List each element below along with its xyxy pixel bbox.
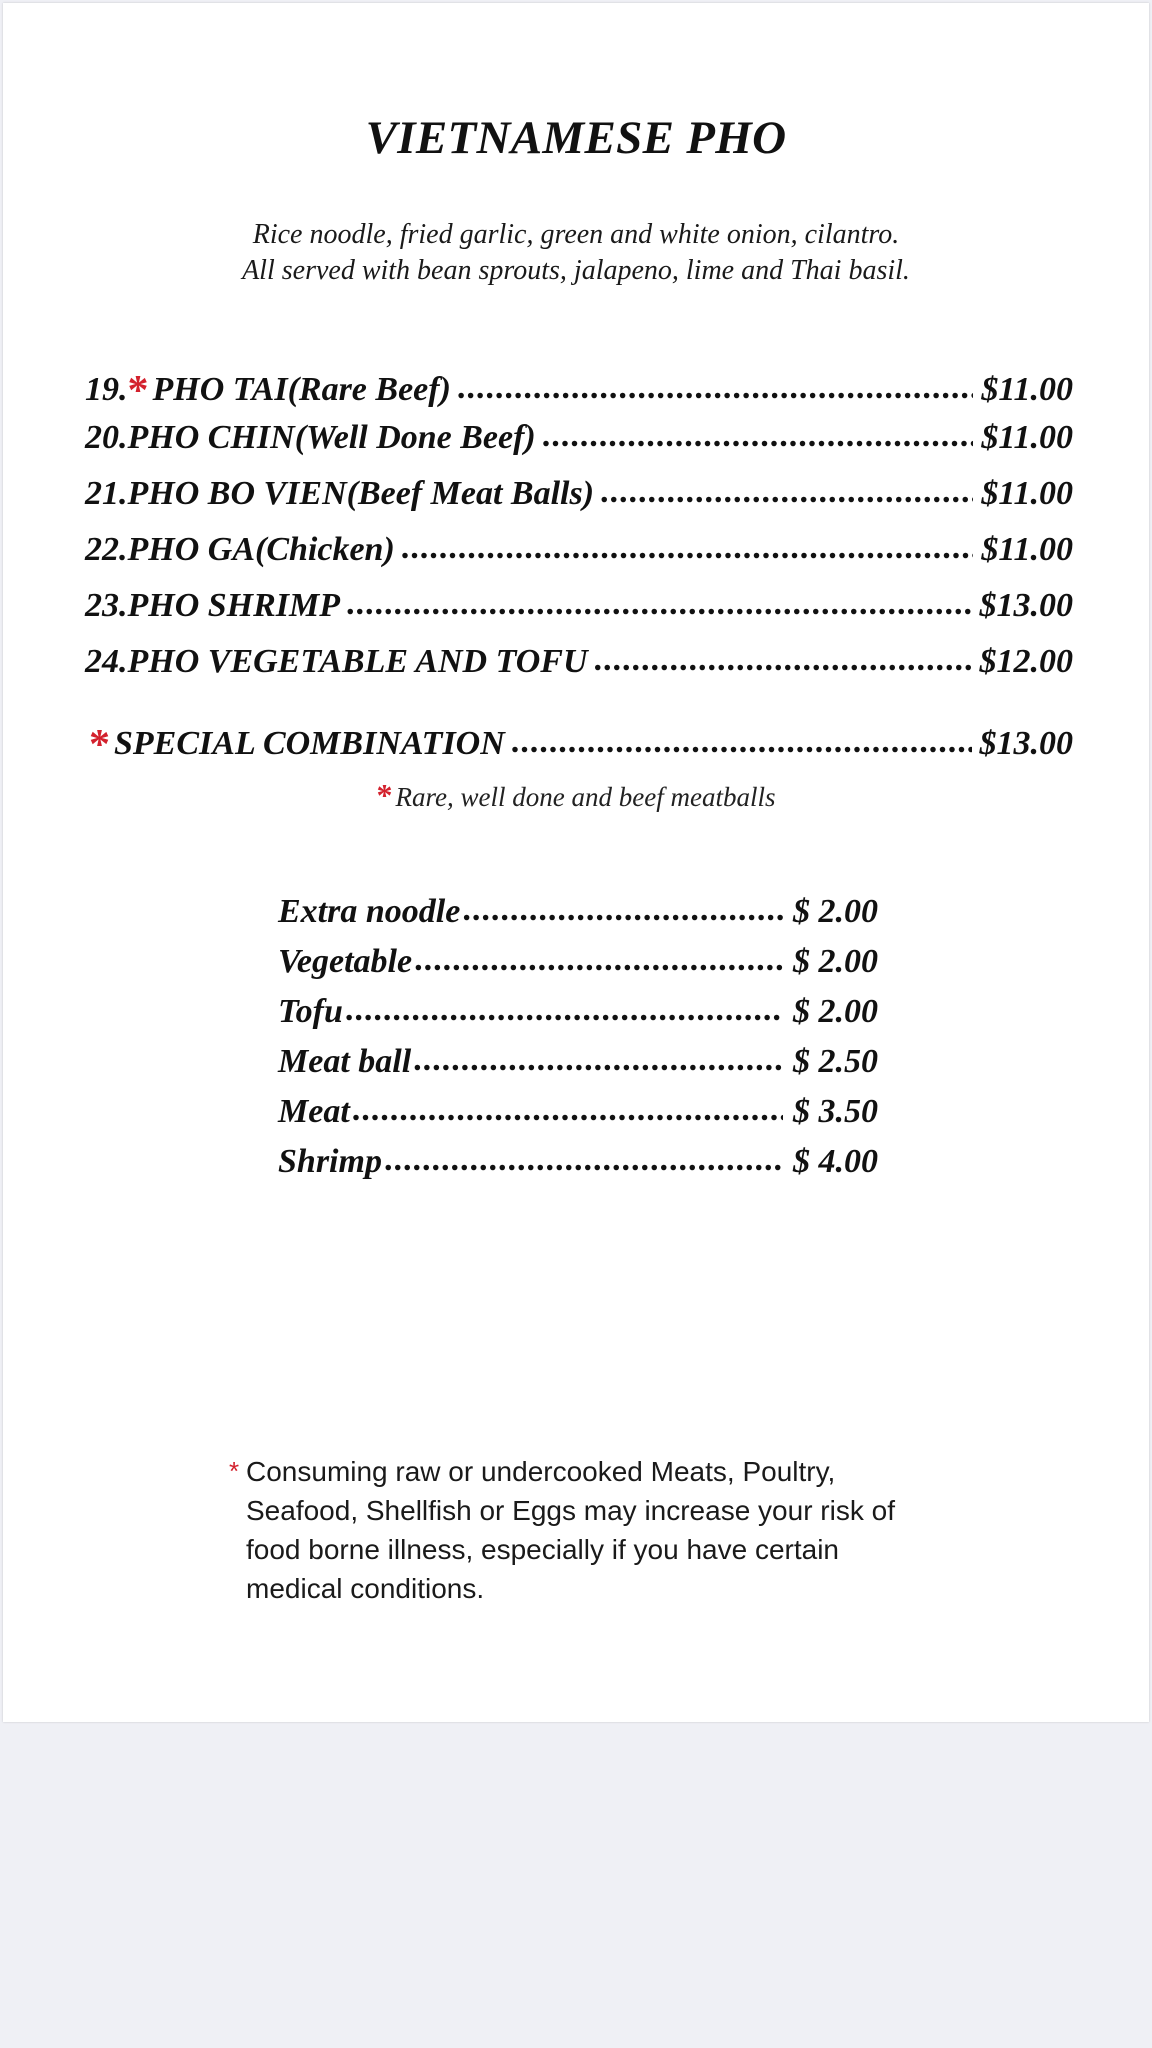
item-description: (Chicken) [255,531,395,568]
extra-name: Meat [278,1093,350,1130]
item-name: PHO BO VIEN [127,475,347,512]
item-price: $13.00 [979,725,1073,762]
extra-item [278,943,878,991]
leader-dots [462,891,783,929]
asterisk-icon: * [376,777,393,813]
item-number: 21. [85,475,128,512]
item-name: PHO VEGETABLE AND TOFU [127,643,588,680]
extra-name: Meat ball [278,1043,412,1080]
leader-dots [352,1091,783,1129]
extra-name: Vegetable [278,943,413,980]
leader-dots [600,473,973,511]
item-description: (Rare Beef) [287,371,451,408]
item-number: 22. [85,531,128,568]
item-name: PHO CHIN [127,419,295,456]
menu-item-23 [85,587,1073,633]
extra-item [278,1043,878,1091]
menu-page [3,3,1149,1722]
subtitle-line-1: Rice noodle, fried garlic, green and white onion, cilantro. [252,219,900,250]
extra-item [278,1093,878,1141]
item-name: PHO SHRIMP [127,587,341,624]
warning-text: Consuming raw or undercooked Meats, Poultry, Seafood, Shellfish or Eggs may increase your risk of food borne illness, especially if you have certain medical conditions. [246,1456,895,1604]
subtitle-line-2: All served with bean sprouts, jalapeno, lime and Thai basil. [242,255,910,286]
item-price: $13.00 [979,587,1073,624]
extra-name: Tofu [278,993,343,1030]
extra-price: $ 2.50 [793,1043,878,1080]
leader-dots [384,1141,783,1179]
leader-dots [594,641,972,679]
leader-dots [542,417,974,455]
extra-name: Shrimp [278,1143,382,1180]
menu-item-24 [85,643,1073,689]
item-price: $11.00 [981,419,1073,456]
leader-dots [511,723,972,761]
item-name: SPECIAL COMBINATION [114,725,505,762]
leader-dots [457,369,973,407]
leader-dots [413,1041,783,1079]
page-title: VIETNAMESE PHO [365,112,787,164]
menu-item-21 [85,475,1073,521]
item-description: (Beef Meat Balls) [346,475,595,512]
extra-price: $ 2.00 [793,943,878,980]
extra-item [278,993,878,1041]
item-price: $11.00 [981,371,1073,408]
menu-item-22 [85,531,1073,577]
item-name: PHO GA [127,531,255,568]
item-number: 19. [85,371,128,408]
extra-price: $ 3.50 [793,1093,878,1130]
menu-item-19 [85,363,1073,414]
asterisk-icon: * [89,722,110,768]
item-price: $11.00 [981,475,1073,512]
extra-item [278,1143,878,1191]
extra-name: Extra noodle [278,893,461,930]
asterisk-icon: * [229,1456,240,1486]
item-price: $11.00 [981,531,1073,568]
item-number: 23. [85,587,128,624]
extra-price: $ 4.00 [793,1143,878,1180]
item-name: PHO TAI [152,371,288,408]
item-description: (Well Done Beef) [294,419,536,456]
extra-price: $ 2.00 [793,993,878,1030]
menu-item-20 [85,419,1073,465]
leader-dots [345,991,783,1029]
special-note-text: Rare, well done and beef meatballs [395,782,776,812]
food-safety-warning [229,1452,949,1608]
item-price: $12.00 [979,643,1073,680]
special-combination-row [89,717,1073,768]
item-number: 24. [85,643,128,680]
leader-dots [346,585,971,623]
extra-price: $ 2.00 [793,893,878,930]
extra-item [278,893,878,941]
leader-dots [414,941,783,979]
asterisk-icon: * [127,368,149,414]
leader-dots [401,529,974,567]
special-note [3,777,1149,814]
item-number: 20. [85,419,128,456]
